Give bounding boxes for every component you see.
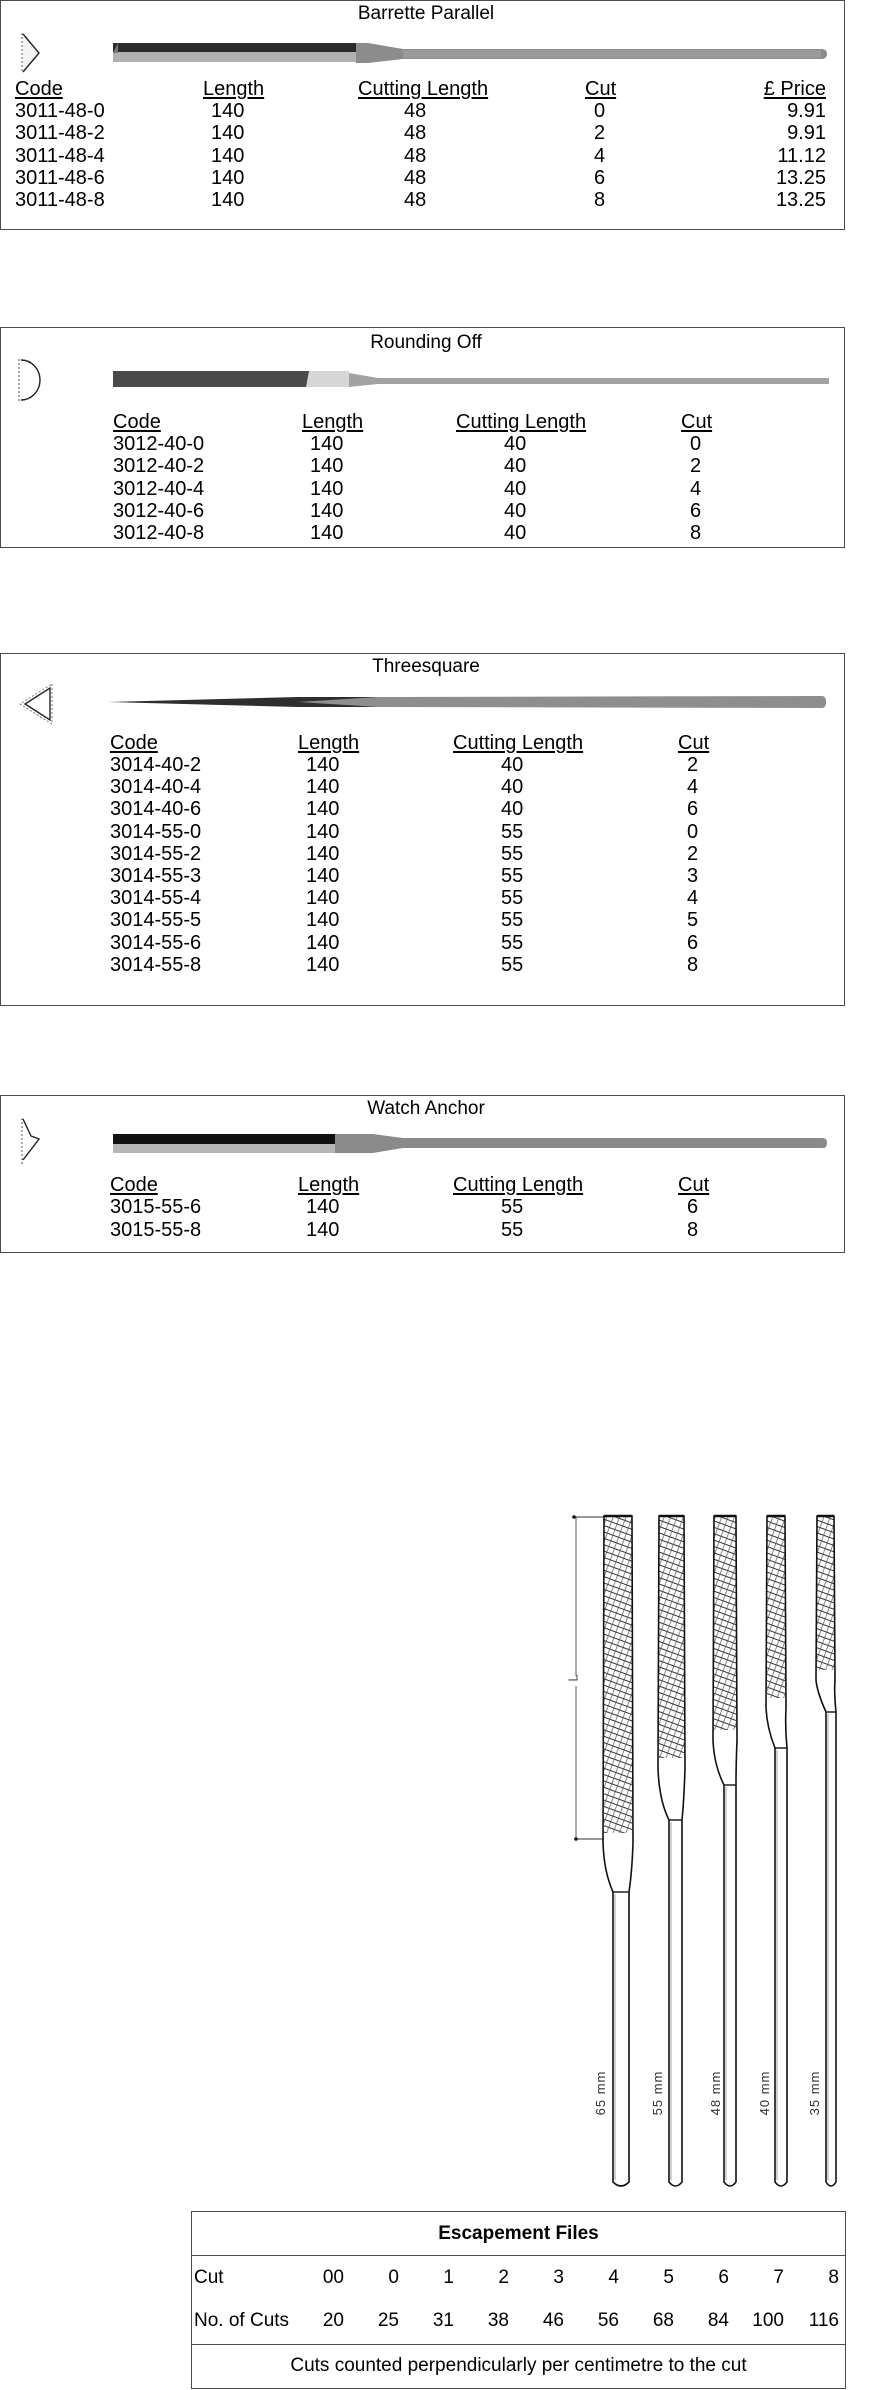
cell-cut: 8 xyxy=(690,522,702,545)
file-length-label: 65 mm xyxy=(593,2070,608,2116)
cell-cut: 0 xyxy=(690,433,702,455)
cell-code: 3014-55-2 xyxy=(110,842,202,865)
cell-cutting-length: 48 xyxy=(404,189,427,212)
cutting-area xyxy=(659,1516,684,1758)
cell-code: 3014-55-5 xyxy=(110,909,202,932)
cell-cutting-length: 55 xyxy=(501,887,524,910)
cell-length: 140 xyxy=(310,499,344,522)
col-header-cut: Cut xyxy=(681,411,713,433)
cell-code: 3011-48-6 xyxy=(15,166,105,189)
cell-length: 140 xyxy=(306,798,340,821)
cell-cutting-length: 40 xyxy=(504,433,527,455)
col-header-code: Code xyxy=(110,732,158,754)
col-header-code: Code xyxy=(113,411,161,433)
cell-cutting-length: 55 xyxy=(501,842,524,865)
cell-length: 140 xyxy=(306,865,340,887)
cell-cutting-length: 40 xyxy=(501,776,524,799)
cell-code: 3012-40-4 xyxy=(113,477,205,500)
col-header-length: Length xyxy=(203,78,265,100)
cell-code: 3014-55-0 xyxy=(110,820,202,843)
cell-cutting-length: 40 xyxy=(501,754,524,776)
cell-length: 140 xyxy=(211,100,245,122)
file-length-label: 35 mm xyxy=(807,2070,822,2116)
file-length-label: 55 mm xyxy=(650,2070,665,2116)
cell-cut: 0 xyxy=(687,820,699,843)
cell-length: 140 xyxy=(306,953,340,976)
cell-length: 140 xyxy=(310,455,344,478)
col-header-cutting-length: Cutting Length xyxy=(456,411,587,433)
cell-cut: 4 xyxy=(687,776,699,799)
col-header-length: Length xyxy=(298,1174,360,1196)
cut-count-value: 100 xyxy=(752,2310,784,2331)
cell-cut: 6 xyxy=(687,1196,699,1218)
cut-value: 3 xyxy=(553,2267,564,2288)
escapement-files-table xyxy=(191,2211,846,2389)
col-header-cutting-length: Cutting Length xyxy=(358,78,489,100)
cell-code: 3014-55-4 xyxy=(110,887,202,910)
cutting-area xyxy=(817,1516,834,1670)
cell-price: 13.25 xyxy=(775,166,826,189)
section-title: Threesquare xyxy=(372,656,480,677)
cell-cut: 4 xyxy=(690,477,702,500)
col-header-length: Length xyxy=(302,411,364,433)
cut-value: 1 xyxy=(443,2267,454,2288)
cell-length: 140 xyxy=(211,144,245,167)
cell-code: 3011-48-0 xyxy=(15,100,105,122)
cell-cutting-length: 55 xyxy=(501,820,524,843)
cell-cut: 2 xyxy=(687,754,699,776)
col-header-code: Code xyxy=(110,1174,158,1196)
cell-length: 140 xyxy=(211,122,245,145)
file-length-label: 48 mm xyxy=(708,2070,723,2116)
col-header-length: Length xyxy=(298,732,360,754)
cell-code: 3014-55-3 xyxy=(110,865,202,887)
col-header-cutting-length: Cutting Length xyxy=(453,732,584,754)
cell-code: 3014-40-4 xyxy=(110,776,202,799)
cell-length: 140 xyxy=(211,166,245,189)
cell-code: 3012-40-8 xyxy=(113,522,205,545)
cell-cut: 8 xyxy=(594,189,606,212)
cell-cut: 2 xyxy=(594,122,606,145)
cell-cutting-length: 55 xyxy=(501,953,524,976)
cut-value: 5 xyxy=(663,2267,674,2288)
cell-price: 13.25 xyxy=(775,189,826,212)
cell-cut: 8 xyxy=(687,953,699,976)
cell-length: 140 xyxy=(306,1218,340,1241)
col-header-cut: Cut xyxy=(678,732,710,754)
cell-length: 140 xyxy=(310,433,344,455)
cell-length: 140 xyxy=(306,842,340,865)
cell-cutting-length: 40 xyxy=(501,798,524,821)
cell-code: 3014-40-2 xyxy=(110,754,202,776)
cell-cut: 6 xyxy=(690,499,702,522)
cell-price: 9.91 xyxy=(787,122,826,145)
cell-length: 140 xyxy=(310,477,344,500)
cell-length: 140 xyxy=(306,909,340,932)
cell-cutting-length: 55 xyxy=(501,865,524,887)
cell-cutting-length: 40 xyxy=(504,499,527,522)
cut-value: 8 xyxy=(828,2267,839,2288)
cut-count-value: 20 xyxy=(322,2310,344,2331)
cutting-area xyxy=(604,1516,632,1833)
section-title: Barrette Parallel xyxy=(357,3,495,24)
cell-length: 140 xyxy=(306,887,340,910)
col-header-cutting-length: Cutting Length xyxy=(453,1174,584,1196)
table-title: Escapement Files xyxy=(438,2223,599,2244)
cell-length: 140 xyxy=(211,189,245,212)
cell-cutting-length: 40 xyxy=(504,455,527,478)
cut-value: 0 xyxy=(388,2267,399,2288)
col-header-cut: Cut xyxy=(585,78,617,100)
cell-length: 140 xyxy=(306,820,340,843)
cell-cutting-length: 48 xyxy=(404,166,427,189)
cell-cut: 3 xyxy=(687,865,699,887)
cut-count-value: 38 xyxy=(487,2310,509,2331)
cut-row-label: Cut xyxy=(194,2267,224,2288)
cell-code: 3011-48-8 xyxy=(15,189,105,212)
cell-code: 3014-40-6 xyxy=(110,798,202,821)
cell-cutting-length: 55 xyxy=(501,1196,524,1218)
cell-length: 140 xyxy=(306,931,340,954)
cell-cutting-length: 55 xyxy=(501,909,524,932)
cell-cut: 4 xyxy=(687,887,699,910)
cut-value: 6 xyxy=(718,2267,729,2288)
cell-code: 3011-48-4 xyxy=(15,144,105,167)
cut-value: 00 xyxy=(322,2267,344,2288)
cut-value: 2 xyxy=(498,2267,509,2288)
cell-length: 140 xyxy=(306,754,340,776)
dimension-label: L xyxy=(565,1674,581,1682)
cell-cut: 6 xyxy=(594,166,606,189)
cell-length: 140 xyxy=(306,1196,340,1218)
section-title: Rounding Off xyxy=(370,332,482,353)
table-footnote: Cuts counted perpendicularly per centimetre to the cut xyxy=(290,2355,747,2376)
cell-code: 3015-55-6 xyxy=(110,1196,202,1218)
cell-cut: 8 xyxy=(687,1218,699,1241)
cut-count-value: 46 xyxy=(542,2310,564,2331)
cut-count-value: 116 xyxy=(808,2310,839,2331)
cell-cut: 2 xyxy=(687,842,699,865)
cell-code: 3014-55-8 xyxy=(110,953,202,976)
cell-cutting-length: 40 xyxy=(504,522,527,545)
col-header-price: £ Price xyxy=(763,78,826,100)
cell-price: 11.12 xyxy=(777,144,826,167)
cutting-area xyxy=(767,1516,785,1698)
cell-cut: 2 xyxy=(690,455,702,478)
cut-count-value: 68 xyxy=(652,2310,674,2331)
cell-length: 140 xyxy=(310,522,344,545)
section-title: Watch Anchor xyxy=(367,1098,485,1119)
cell-cutting-length: 40 xyxy=(504,477,527,500)
cell-cutting-length: 48 xyxy=(404,144,427,167)
cut-count-value: 31 xyxy=(432,2310,454,2331)
cell-cut: 6 xyxy=(687,931,699,954)
col-header-cut: Cut xyxy=(678,1174,710,1196)
cell-code: 3015-55-8 xyxy=(110,1218,202,1241)
cell-code: 3012-40-2 xyxy=(113,455,205,478)
cell-cut: 4 xyxy=(594,144,606,167)
cell-code: 3012-40-0 xyxy=(113,433,205,455)
cut-count-value: 56 xyxy=(597,2310,619,2331)
cell-price: 9.91 xyxy=(787,100,826,122)
cutting-area xyxy=(714,1516,736,1730)
col-header-code: Code xyxy=(15,78,63,100)
cell-length: 140 xyxy=(306,776,340,799)
cell-cut: 5 xyxy=(687,909,699,932)
cell-cut: 0 xyxy=(594,100,606,122)
cell-cutting-length: 48 xyxy=(404,100,427,122)
count-row-label: No. of Cuts xyxy=(194,2310,290,2331)
cell-code: 3012-40-6 xyxy=(113,499,205,522)
cell-cutting-length: 55 xyxy=(501,1218,524,1241)
cut-count-value: 25 xyxy=(377,2310,399,2331)
cut-value: 4 xyxy=(608,2267,619,2288)
cell-cutting-length: 55 xyxy=(501,931,524,954)
cut-value: 7 xyxy=(773,2267,784,2288)
cell-code: 3011-48-2 xyxy=(15,122,105,145)
cell-cutting-length: 48 xyxy=(404,122,427,145)
cell-code: 3014-55-6 xyxy=(110,931,202,954)
cell-cut: 6 xyxy=(687,798,699,821)
file-length-label: 40 mm xyxy=(757,2070,772,2116)
divider xyxy=(192,2255,845,2256)
cut-count-value: 84 xyxy=(707,2310,729,2331)
divider xyxy=(192,2344,845,2345)
